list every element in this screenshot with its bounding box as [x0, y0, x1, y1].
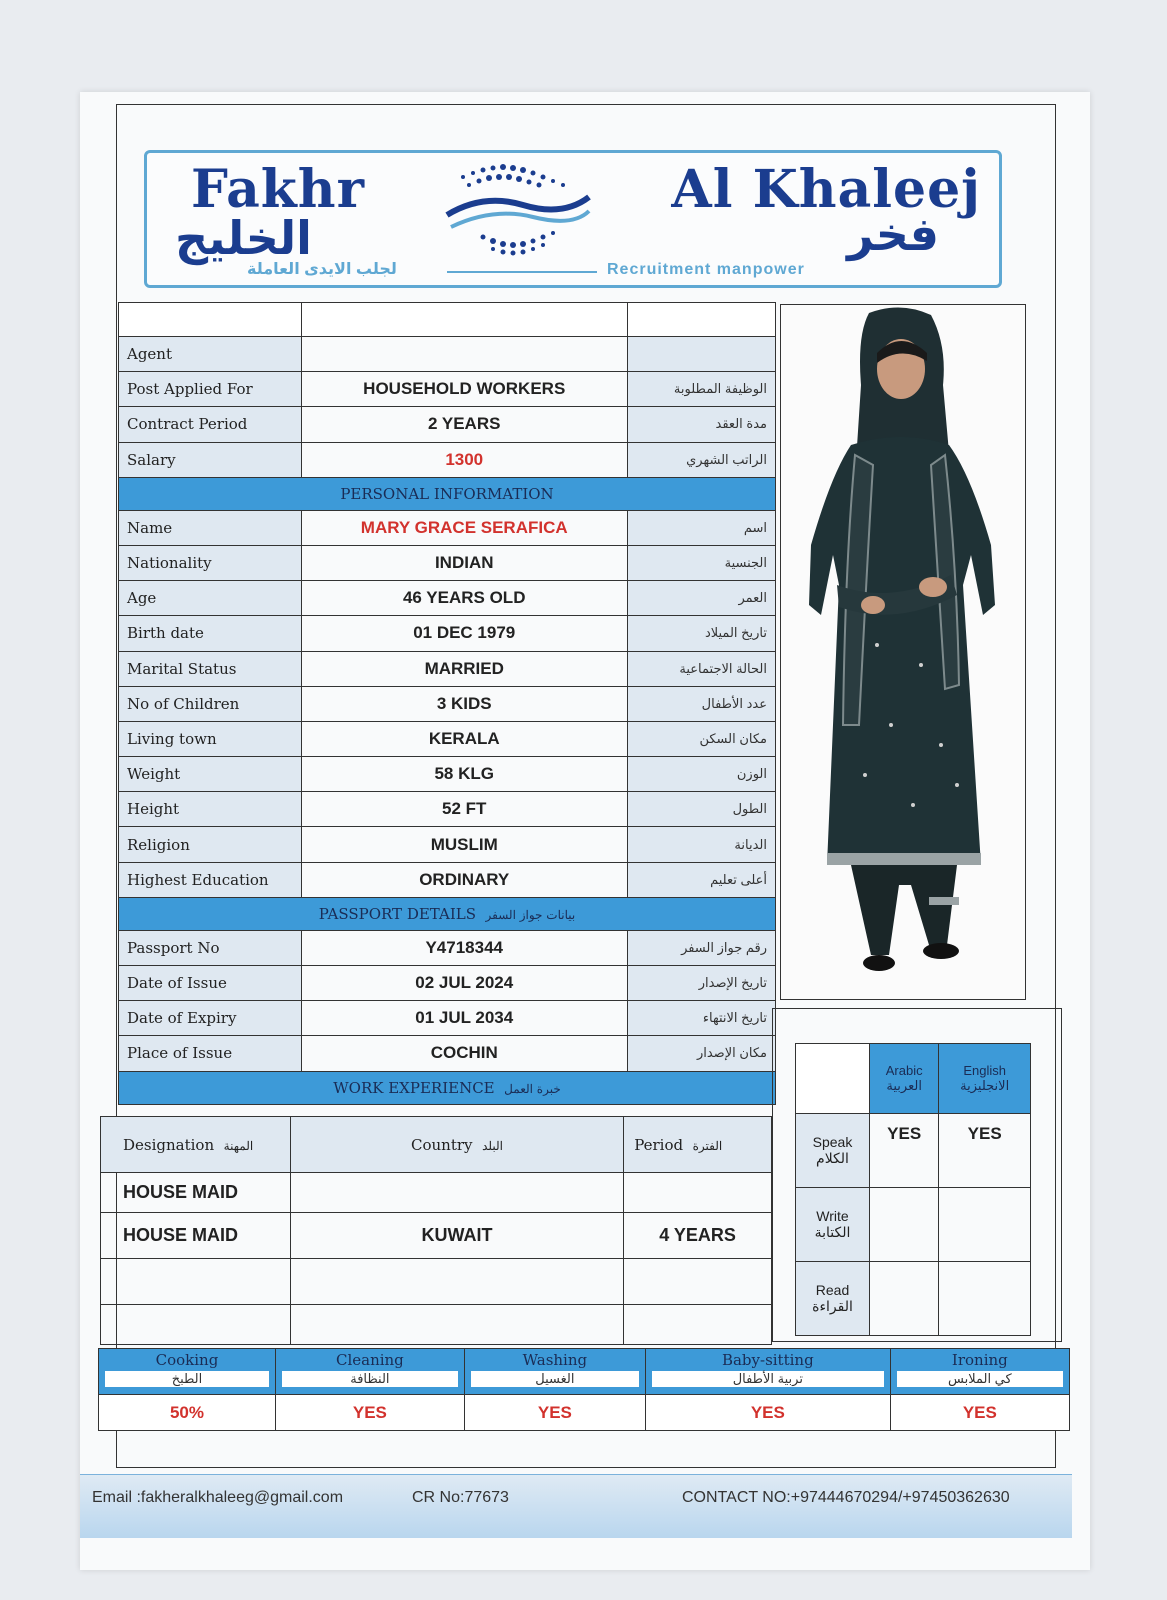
expiry-date-label-ar: تاريخ الانتهاء [627, 1001, 775, 1036]
education-label: Highest Education [119, 862, 302, 897]
issue-place-value: COCHIN [301, 1036, 627, 1071]
weight-label: Weight [119, 757, 302, 792]
person-photo-icon [781, 305, 1025, 999]
table-row [119, 686, 776, 721]
name-value: MARY GRACE SERAFICA [301, 510, 627, 545]
work-header-ar: خبرة العمل [504, 1081, 561, 1096]
children-label-ar: عدد الأطفال [627, 686, 775, 721]
read-label-en: Read [815, 1282, 850, 1298]
age-label-ar: العمر [627, 581, 775, 616]
expiry-date-value: 01 JUL 2034 [301, 1001, 627, 1036]
passport-no-label: Passport No [119, 930, 302, 965]
logo-wave-icon [443, 157, 593, 267]
work-country [290, 1305, 623, 1345]
town-label-ar: مكان السكن [627, 721, 775, 756]
country-header [290, 1117, 623, 1173]
arabic-header [870, 1044, 939, 1114]
table-row [796, 1262, 1031, 1336]
education-value: ORDINARY [301, 862, 627, 897]
read-label-ar: القراءة [812, 1298, 853, 1314]
logo-tagline-en: Recruitment manpower [607, 261, 805, 278]
work-period [624, 1305, 772, 1345]
info-table [118, 302, 776, 1105]
read-english-value [939, 1262, 1031, 1336]
nationality-label-ar: الجنسية [627, 545, 775, 580]
country-header-en: Country [411, 1135, 473, 1154]
country-header-ar: البلد [482, 1138, 503, 1153]
nationality-value: INDIAN [301, 545, 627, 580]
table-row [796, 1188, 1031, 1262]
post-label: Post Applied For [119, 372, 302, 407]
religion-label-ar: الديانة [627, 827, 775, 862]
arabic-header-ar: العربية [886, 1078, 922, 1093]
contract-label: Contract Period [119, 407, 302, 442]
work-experience-table [100, 1116, 772, 1345]
section-header [119, 1071, 776, 1104]
skill-cooking-value: 50% [99, 1395, 276, 1431]
work-designation: HOUSE MAID [101, 1213, 291, 1259]
work-period: 4 YEARS [624, 1213, 772, 1259]
speak-english-value: YES [939, 1114, 1031, 1188]
table-row [101, 1305, 772, 1345]
issue-date-label: Date of Issue [119, 966, 302, 1001]
table-row [119, 930, 776, 965]
issue-place-label: Place of Issue [119, 1036, 302, 1071]
write-arabic-value [870, 1188, 939, 1262]
contract-label-ar: مدة العقد [627, 407, 775, 442]
speak-arabic-value: YES [870, 1114, 939, 1188]
designation-header-en: Designation [123, 1135, 215, 1154]
table-row [101, 1259, 772, 1305]
marital-label: Marital Status [119, 651, 302, 686]
table-row [119, 862, 776, 897]
skills-table [98, 1348, 1070, 1431]
skill-washing-header: Washing الغسيل [464, 1349, 645, 1395]
religion-label: Religion [119, 827, 302, 862]
section-header [119, 477, 776, 510]
expiry-date-label: Date of Expiry [119, 1001, 302, 1036]
table-row [119, 372, 776, 407]
post-label-ar: الوظيفة المطلوبة [627, 372, 775, 407]
table-row [119, 616, 776, 651]
salary-label: Salary [119, 442, 302, 477]
nationality-label: Nationality [119, 545, 302, 580]
passport-header-en: PASSPORT DETAILS [318, 904, 476, 923]
skill-cooking-header: Cooking الطبخ [99, 1349, 276, 1395]
passport-details-header [119, 897, 776, 930]
work-country [290, 1259, 623, 1305]
issue-place-label-ar: مكان الإصدار [627, 1036, 775, 1071]
skill-ironing-value: YES [890, 1395, 1069, 1431]
period-header-ar: الفترة [692, 1138, 723, 1153]
languages-table [795, 1043, 1031, 1336]
skill-cleaning-value: YES [275, 1395, 464, 1431]
write-label-en: Write [816, 1208, 849, 1224]
agent-value [301, 337, 627, 372]
logo-divider [447, 271, 597, 273]
english-header-en: English [963, 1063, 1006, 1078]
town-label: Living town [119, 721, 302, 756]
skill-ironing-header: Ironing كي الملابس [890, 1349, 1069, 1395]
logo-text-ar-left: الخليج [175, 211, 312, 265]
designation-header [101, 1117, 291, 1173]
period-header [624, 1117, 772, 1173]
table-row [119, 792, 776, 827]
designation-header-ar: المهنة [223, 1138, 254, 1153]
children-value: 3 KIDS [301, 686, 627, 721]
height-label-ar: الطول [627, 792, 775, 827]
birth-value: 01 DEC 1979 [301, 616, 627, 651]
logo-text-ar-right: فخر [847, 207, 939, 261]
work-country [290, 1173, 623, 1213]
personal-info-header: PERSONAL INFORMATION [119, 477, 776, 510]
work-designation [101, 1259, 291, 1305]
table-row [119, 337, 776, 372]
birth-label: Birth date [119, 616, 302, 651]
period-header-en: Period [634, 1135, 684, 1154]
height-label: Height [119, 792, 302, 827]
work-designation [101, 1305, 291, 1345]
logo-text-en-left: Fakhr [191, 159, 365, 220]
table-row [119, 581, 776, 616]
table-row [119, 1036, 776, 1071]
weight-label-ar: الوزن [627, 757, 775, 792]
english-header [939, 1044, 1031, 1114]
table-row [119, 721, 776, 756]
footer-contact: CONTACT NO:+97444670294/+97450362630 [682, 1489, 1010, 1506]
logo-tagline-ar: لجلب الايدى العاملة [247, 261, 397, 278]
english-header-ar: الانجليزية [960, 1078, 1010, 1093]
table-row [119, 510, 776, 545]
languages-box [772, 1008, 1062, 1342]
table-row [119, 966, 776, 1001]
birth-label-ar: تاريخ الميلاد [627, 616, 775, 651]
post-value: HOUSEHOLD WORKERS [301, 372, 627, 407]
footer-cr-number: CR No:77673 [412, 1489, 509, 1506]
table-row [119, 303, 776, 337]
speak-label [796, 1114, 870, 1188]
children-label: No of Children [119, 686, 302, 721]
logo-text-en-right: Al Khaleej [671, 159, 981, 220]
candidate-photo [780, 304, 1026, 1000]
skill-washing-value: YES [464, 1395, 645, 1431]
issue-date-value: 02 JUL 2024 [301, 966, 627, 1001]
town-value: KERALA [301, 721, 627, 756]
education-label-ar: أعلى تعليم [627, 862, 775, 897]
table-row [119, 651, 776, 686]
passport-no-value: Y4718344 [301, 930, 627, 965]
age-label: Age [119, 581, 302, 616]
work-country: KUWAIT [290, 1213, 623, 1259]
table-row [796, 1114, 1031, 1188]
passport-header-ar: بيانات جواز السفر [485, 907, 576, 922]
age-value: 46 YEARS OLD [301, 581, 627, 616]
skill-babysitting-header: Baby-sitting تربية الأطفال [645, 1349, 890, 1395]
agent-label: Agent [119, 337, 302, 372]
contact-footer [80, 1474, 1072, 1538]
marital-label-ar: الحالة الاجتماعية [627, 651, 775, 686]
name-label-ar: اسم [627, 510, 775, 545]
write-english-value [939, 1188, 1031, 1262]
read-label [796, 1262, 870, 1336]
speak-label-ar: الكلام [816, 1150, 849, 1166]
table-row [119, 757, 776, 792]
salary-label-ar: الراتب الشهري [627, 442, 775, 477]
table-row [101, 1173, 772, 1213]
table-header-row [101, 1117, 772, 1173]
read-arabic-value [870, 1262, 939, 1336]
table-row [119, 827, 776, 862]
agent-label-ar [627, 337, 775, 372]
work-header-en: WORK EXPERIENCE [333, 1078, 495, 1097]
issue-date-label-ar: تاريخ الإصدار [627, 966, 775, 1001]
passport-no-label-ar: رقم جواز السفر [627, 930, 775, 965]
table-row [101, 1213, 772, 1259]
section-header [119, 897, 776, 930]
table-row [119, 442, 776, 477]
salary-value: 1300 [301, 442, 627, 477]
skill-babysitting-value: YES [645, 1395, 890, 1431]
religion-value: MUSLIM [301, 827, 627, 862]
arabic-header-en: Arabic [885, 1063, 923, 1078]
table-row [119, 545, 776, 580]
table-row [119, 407, 776, 442]
table-header-row [99, 1349, 1070, 1395]
weight-value: 58 KLG [301, 757, 627, 792]
work-designation: HOUSE MAID [101, 1173, 291, 1213]
table-row [99, 1395, 1070, 1431]
write-label [796, 1188, 870, 1262]
write-label-ar: الكتابة [814, 1224, 851, 1240]
contract-value: 2 YEARS [301, 407, 627, 442]
work-period [624, 1173, 772, 1213]
work-period [624, 1259, 772, 1305]
speak-label-en: Speak [812, 1134, 853, 1150]
table-header-row [796, 1044, 1031, 1114]
skill-cleaning-header: Cleaning النظافة [275, 1349, 464, 1395]
work-experience-header [119, 1071, 776, 1104]
marital-value: MARRIED [301, 651, 627, 686]
name-label: Name [119, 510, 302, 545]
footer-email: Email :fakheralkhaleeg@gmail.com [92, 1489, 344, 1506]
height-value: 52 FT [301, 792, 627, 827]
cv-sheet [80, 92, 1090, 1570]
table-row [119, 1001, 776, 1036]
company-logo [144, 150, 1002, 288]
